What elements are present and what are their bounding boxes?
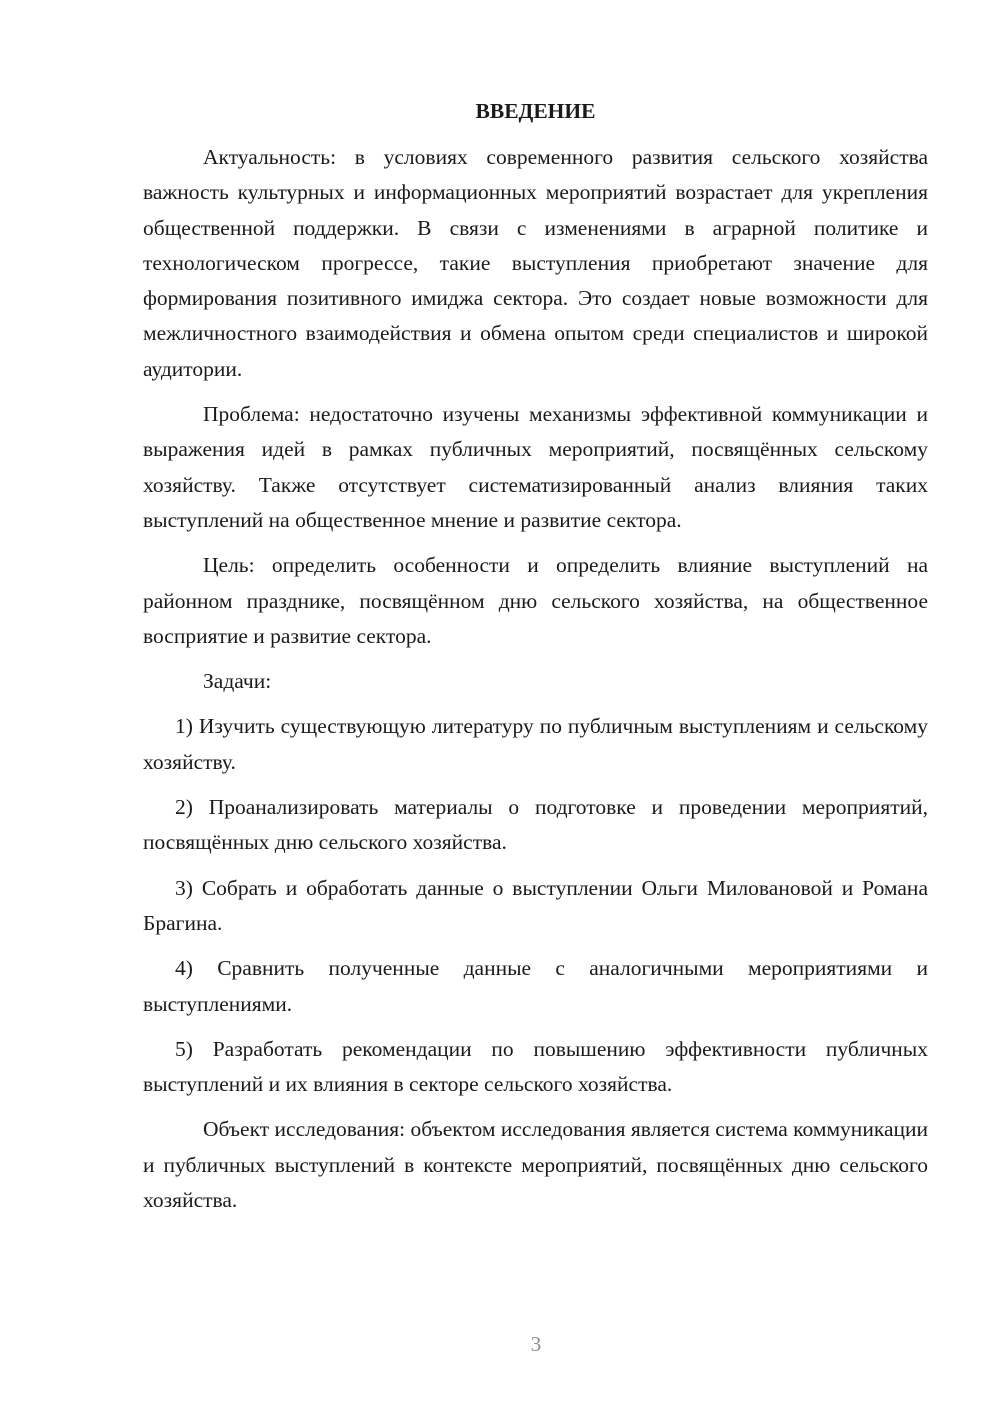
goal-paragraph: Цель: определить особенности и определить влияние выступлений на районном празднике, посвящённом дню сельского хозяйства, на общественное восприятие и развитие сектора. (143, 553, 928, 648)
tasks-list (143, 709, 928, 1102)
relevance-paragraph: Актуальность: в условиях современного развития сельского хозяйства важность культурных и информационных мероприятий возрастает для укрепления общественной поддержки. В связи с изменениями в аграрной политике и технологическом прогрессе, такие выступления приобретают значение для формирования позитивного имиджа сектора. Это создает новые возможности для межличностного взаимодействия и обмена опытом среди специалистов и широкой аудитории. (143, 145, 928, 381)
object-paragraph: Объект исследования: объектом исследования является система коммуникации и публичных выступлений в контексте мероприятий, посвящённых дню сельского хозяйства. (143, 1117, 928, 1213)
tasks-heading: Задачи: (203, 669, 272, 694)
task-item: 2) Проанализировать материалы о подготовке и проведении мероприятий, посвящённых дню сельского хозяйства. (143, 795, 928, 855)
problem-paragraph: Проблема: недостаточно изучены механизмы эффективной коммуникации и выражения идей в рамках публичных мероприятий, посвящённых сельскому хозяйству. Также отсутствует систематизированный анализ влияния таких выступлений на общественное мнение и развитие сектора. (143, 402, 928, 532)
task-item: 1) Изучить существующую литературу по публичным выступлениям и сельскому хозяйству. (143, 714, 928, 774)
task-item: 5) Разработать рекомендации по повышению эффективности публичных выступлений и их влияния в секторе сельского хозяйства. (143, 1036, 928, 1097)
page-number: 3 (530, 1332, 542, 1356)
document-page (143, 96, 928, 1228)
task-item: 3) Собрать и обработать данные о выступлении Ольги Миловановой и Романа Брагина. (143, 875, 928, 935)
section-title: ВВЕДЕНИЕ (475, 99, 596, 123)
task-item: 4) Сравнить полученные данные с аналогичными мероприятиями и выступлениями. (143, 956, 928, 1016)
